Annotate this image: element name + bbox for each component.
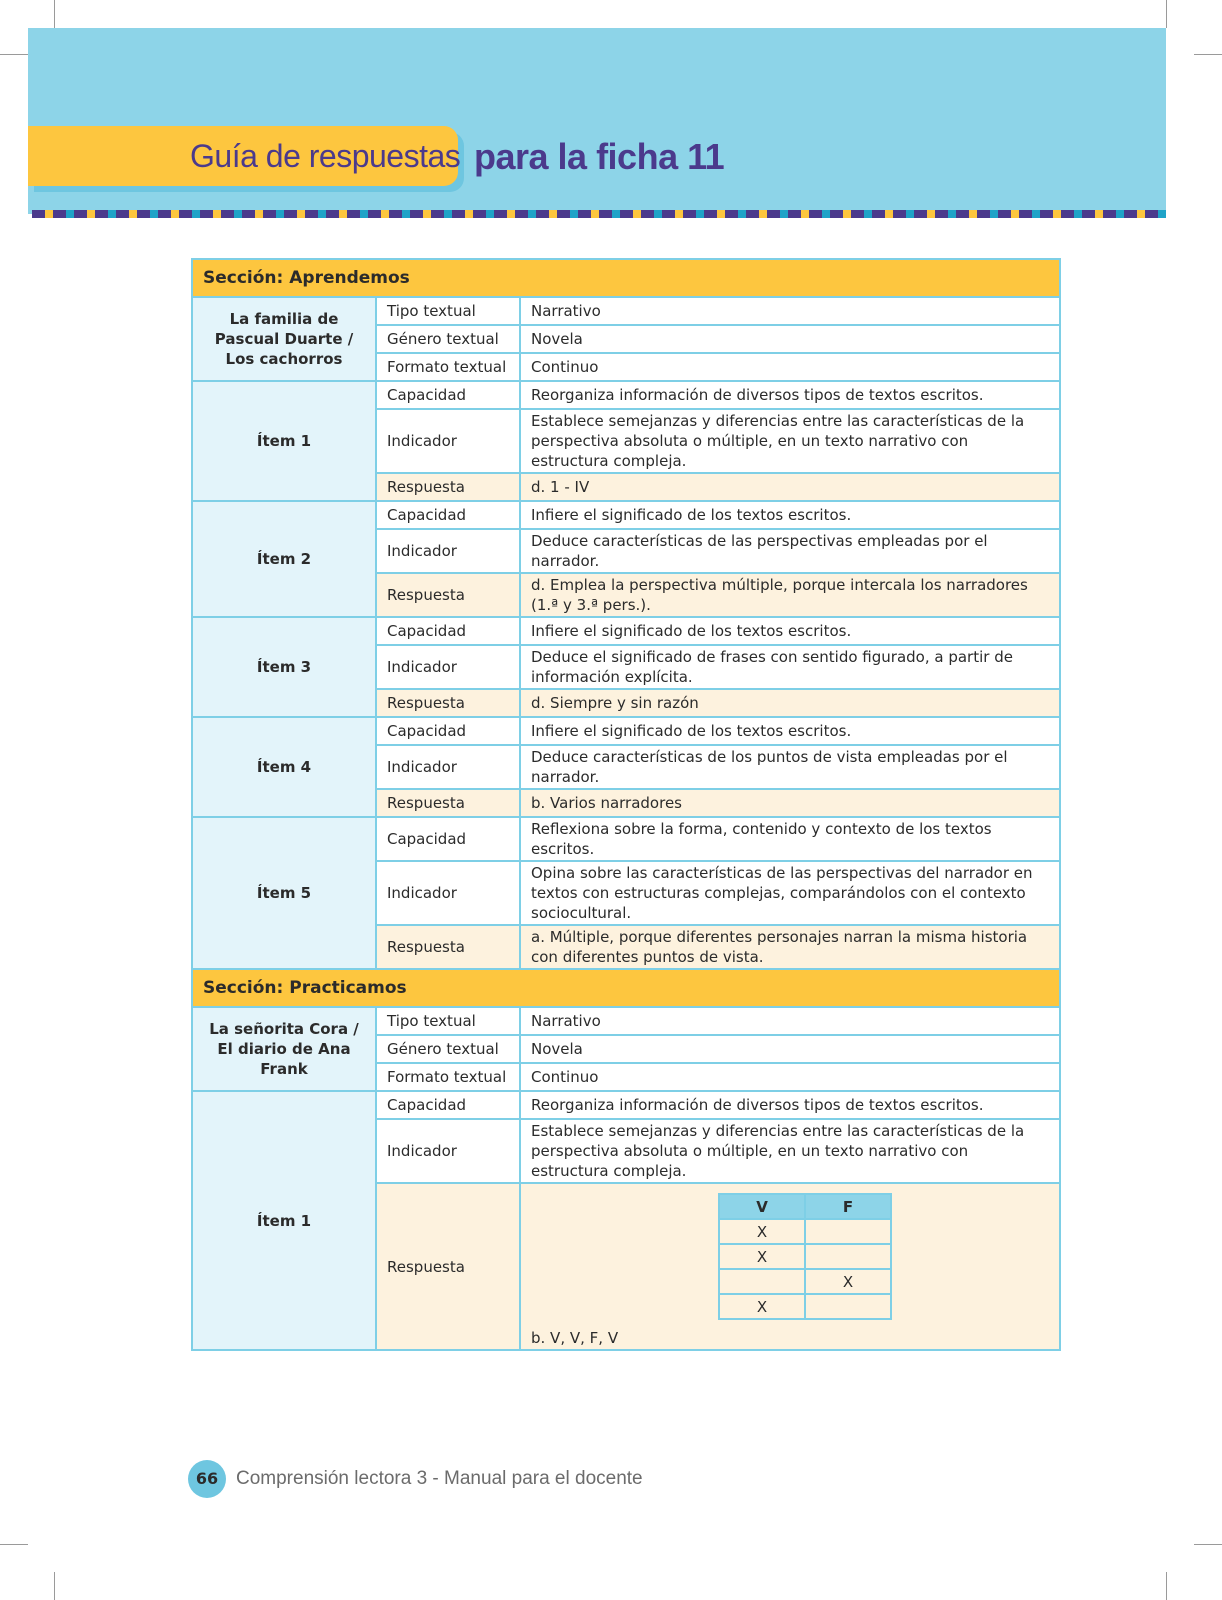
page-title-part2: para la ficha 11 (474, 136, 725, 177)
answer-value: d. Emplea la perspectiva múltiple, porque intercala los narradores (1.ª y 3.ª pers.). (520, 573, 1060, 617)
row-value: Reorganiza información de diversos tipos de textos escritos. (520, 381, 1060, 409)
vf-cell (805, 1294, 891, 1319)
row-label: Capacidad (376, 1091, 520, 1119)
row-label: Indicador (376, 861, 520, 925)
vf-cell: X (719, 1244, 805, 1269)
crop-mark (1194, 54, 1222, 55)
vf-header: F (805, 1194, 891, 1219)
page-number: 66 (188, 1460, 226, 1498)
section-title: Sección: Aprendemos (192, 259, 1060, 297)
item-name: Ítem 1 (192, 1091, 376, 1350)
row-value: Establece semejanzas y diferencias entre las características de la perspectiva absoluta o múltiple, en un texto narrativo con estructura compleja. (520, 1119, 1060, 1183)
vf-cell (805, 1219, 891, 1244)
row-label: Capacidad (376, 817, 520, 861)
row-label: Indicador (376, 1119, 520, 1183)
footer-text: Comprensión lectora 3 - Manual para el docente (236, 1468, 643, 1489)
crop-mark (1194, 1544, 1222, 1545)
row-value: Narrativo (520, 297, 1060, 325)
row-label: Capacidad (376, 381, 520, 409)
row-value: Novela (520, 325, 1060, 353)
item-name: Ítem 4 (192, 717, 376, 817)
vf-cell: X (719, 1294, 805, 1319)
row-label: Respuesta (376, 925, 520, 969)
page-title-part1: Guía de respuestas (190, 138, 461, 174)
row-value: Infiere el significado de los textos escritos. (520, 501, 1060, 529)
row-label: Indicador (376, 529, 520, 573)
answer-cell (520, 1183, 1060, 1350)
row-label: Capacidad (376, 717, 520, 745)
header-band (28, 28, 1166, 214)
vf-cell: X (719, 1219, 805, 1244)
vf-header: V (719, 1194, 805, 1219)
row-label: Género textual (376, 1035, 520, 1063)
answer-value: a. Múltiple, porque diferentes personajes narran la misma historia con diferentes puntos de vista. (520, 925, 1060, 969)
true-false-table (718, 1193, 892, 1320)
row-value: Infiere el significado de los textos escritos. (520, 617, 1060, 645)
text-name: La familia de Pascual Duarte / Los cachorros (192, 297, 376, 381)
answer-guide-table (191, 258, 1059, 1351)
row-label: Género textual (376, 325, 520, 353)
row-label: Capacidad (376, 501, 520, 529)
row-value: Continuo (520, 1063, 1060, 1091)
row-label: Indicador (376, 645, 520, 689)
item-name: Ítem 1 (192, 381, 376, 501)
answer-value: b. Varios narradores (520, 789, 1060, 817)
row-value: Deduce el significado de frases con sentido figurado, a partir de información explícita. (520, 645, 1060, 689)
row-label: Respuesta (376, 1183, 520, 1350)
row-value: Deduce características de las perspectivas empleadas por el narrador. (520, 529, 1060, 573)
row-label: Respuesta (376, 689, 520, 717)
answer-value: b. V, V, F, V (531, 1329, 619, 1347)
item-name: Ítem 2 (192, 501, 376, 617)
answer-value: d. 1 - IV (520, 473, 1060, 501)
row-label: Respuesta (376, 473, 520, 501)
row-value: Establece semejanzas y diferencias entre las características de la perspectiva absoluta o múltiple, en un texto narrativo con estructura compleja. (520, 409, 1060, 473)
decorative-dash-strip (32, 210, 1166, 218)
vf-cell (805, 1244, 891, 1269)
row-label: Respuesta (376, 573, 520, 617)
crop-mark (0, 54, 28, 55)
row-value: Reflexiona sobre la forma, contenido y contexto de los textos escritos. (520, 817, 1060, 861)
crop-mark (54, 1572, 55, 1600)
row-label: Capacidad (376, 617, 520, 645)
vf-cell (719, 1269, 805, 1294)
row-label: Tipo textual (376, 1007, 520, 1035)
row-value: Reorganiza información de diversos tipos de textos escritos. (520, 1091, 1060, 1119)
vf-cell: X (805, 1269, 891, 1294)
row-value: Opina sobre las características de las perspectivas del narrador en textos con estructuras complejas, comparándolos con el contexto sociocultural. (520, 861, 1060, 925)
text-name: La señorita Cora / El diario de Ana Frank (192, 1007, 376, 1091)
row-label: Tipo textual (376, 297, 520, 325)
row-label: Indicador (376, 745, 520, 789)
row-value: Deduce características de los puntos de vista empleadas por el narrador. (520, 745, 1060, 789)
row-value: Narrativo (520, 1007, 1060, 1035)
crop-mark (54, 0, 55, 28)
item-name: Ítem 3 (192, 617, 376, 717)
row-value: Novela (520, 1035, 1060, 1063)
crop-mark (1166, 1572, 1167, 1600)
row-label: Respuesta (376, 789, 520, 817)
row-value: Continuo (520, 353, 1060, 381)
section-title: Sección: Practicamos (192, 969, 1060, 1007)
row-label: Formato textual (376, 1063, 520, 1091)
row-label: Indicador (376, 409, 520, 473)
row-label: Formato textual (376, 353, 520, 381)
row-value: Infiere el significado de los textos escritos. (520, 717, 1060, 745)
item-name: Ítem 5 (192, 817, 376, 969)
answer-value: d. Siempre y sin razón (520, 689, 1060, 717)
crop-mark (0, 1544, 28, 1545)
crop-mark (1166, 0, 1167, 28)
